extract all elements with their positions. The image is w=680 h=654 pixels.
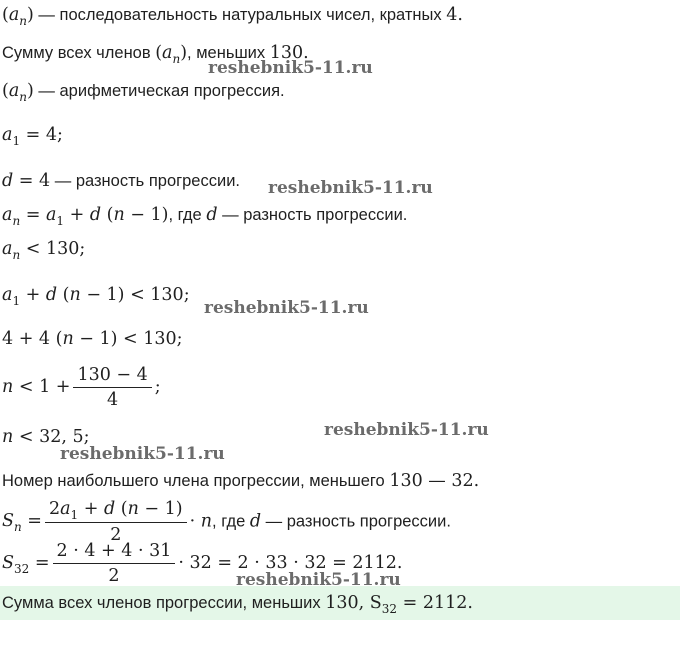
math-an: $(a_n)$ xyxy=(2,81,34,104)
inequality-line-5: n < 32, 5; xyxy=(2,427,90,447)
statement-number: 4. xyxy=(446,5,463,25)
progression-text: — арифметическая прогрессия. xyxy=(38,82,285,100)
answer-text: Сумма всех членов прогрессии, меньших xyxy=(2,594,321,612)
inequality-line-4: n < 1 + $\frac{130 - 4}{4}$ ; xyxy=(2,365,161,410)
answer-tail: = 2112. xyxy=(402,593,473,613)
max-index-line xyxy=(2,470,479,492)
statement-text: — последовательность натуральных чисел, кратных xyxy=(38,6,442,24)
answer-math: 130, S xyxy=(325,593,382,613)
watermark: reshebnik5-11.ru xyxy=(204,298,369,318)
watermark: reshebnik5-11.ru xyxy=(208,58,373,78)
formula-text-a: , где xyxy=(168,206,202,224)
inequality-line-1: $a_n < 130$; xyxy=(2,239,86,262)
answer-line xyxy=(2,592,473,615)
task-text-a: Сумму всех членов xyxy=(2,44,151,62)
inequality-line-2: $a_1 + d$ (n − 1) < 130; xyxy=(2,285,190,308)
task-number: 130. xyxy=(269,43,309,63)
formula-text-b: — разность прогрессии. xyxy=(222,206,408,224)
difference-text: — разность прогрессии. xyxy=(54,172,241,190)
first-term-line: $a_1 = 4$; xyxy=(2,125,63,148)
watermark: reshebnik5-11.ru xyxy=(268,178,433,198)
math-an: $(a_n)$ xyxy=(2,5,34,28)
watermark: reshebnik5-11.ru xyxy=(236,570,401,590)
max-index-text: Номер наибольшего члена прогрессии, меньшего xyxy=(2,472,385,490)
statement-line xyxy=(2,4,463,27)
sum-formula-text-b: — разность прогрессии. xyxy=(265,512,451,531)
answer-sub: 32 xyxy=(381,602,398,616)
inequality-line-3: 4 + 4 (n − 1) < 130; xyxy=(2,329,183,349)
sum-formula-line: $S_n$ = $\frac{2a_1 + d (n - 1)}{2}$ · n, где d — разность прогрессии. xyxy=(2,499,451,545)
max-index-number: 130 — 32. xyxy=(389,471,480,491)
difference-line: d = 4 — разность прогрессии. xyxy=(2,171,241,191)
sum-calculation-line: $S_{32}$ = $\frac{2 \cdot 4 + 4 \cdot 31}{2}$ · 32 = 2 · 33 · 32 = 2112. xyxy=(2,541,403,586)
progression-line xyxy=(2,80,285,103)
math-an: $(a_n)$ xyxy=(155,43,188,66)
formula-line: $a_n = a_1 + d$ (n − 1), где d — разность прогрессии. xyxy=(2,205,408,228)
watermark: reshebnik5-11.ru xyxy=(324,420,489,440)
task-text-b: , меньших xyxy=(187,44,266,62)
watermark: reshebnik5-11.ru xyxy=(60,444,225,464)
sum-formula-text-a: , где xyxy=(212,512,246,531)
